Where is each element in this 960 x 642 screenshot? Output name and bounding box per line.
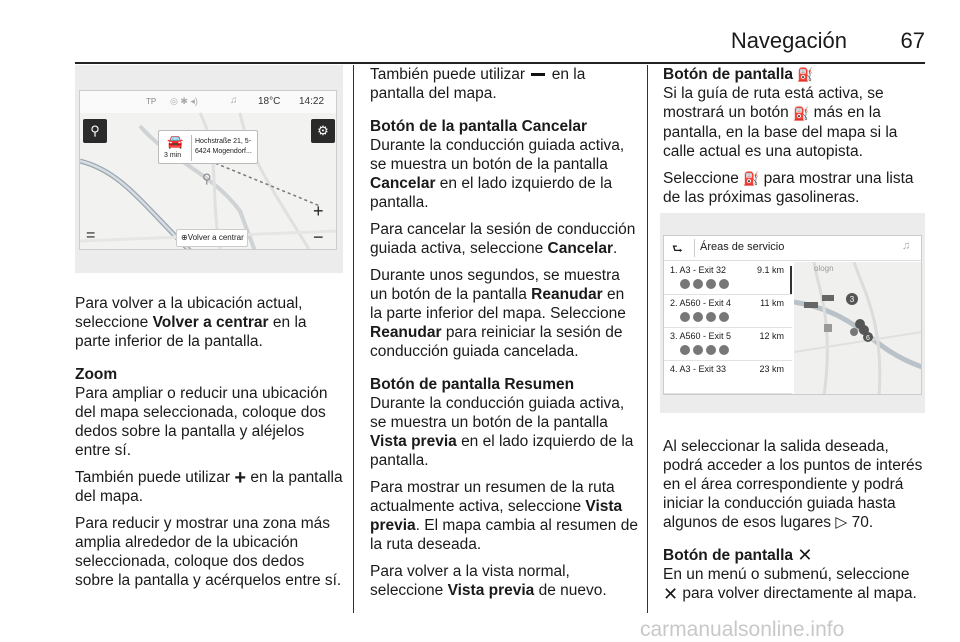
recenter-label: Volver a centrar bbox=[187, 233, 244, 242]
header-rule bbox=[75, 62, 925, 64]
music-icon: ♫ bbox=[902, 240, 911, 252]
amenity-icon bbox=[719, 279, 729, 289]
amenity-icon bbox=[719, 345, 729, 355]
summary-paragraph-1: Durante la conducción guiada activa, se muestra un botón de la pantalla Vista previa en el lado izquierdo de la pantalla. bbox=[370, 395, 634, 469]
exit-distance: 23 km bbox=[759, 364, 784, 374]
exit-name: 4. A3 - Exit 33 bbox=[670, 364, 727, 374]
zoom-paragraph: Para ampliar o reducir una ubicación del mapa seleccionada, coloque dos dedos sobre la pantalla y aléjelos entre sí. bbox=[75, 385, 328, 459]
svg-text:6: 6 bbox=[866, 335, 870, 342]
status-time: 14:22 bbox=[299, 96, 325, 107]
location-pin-icon: ⚲ bbox=[202, 171, 212, 186]
status-tp: TP bbox=[146, 97, 157, 106]
services-map bbox=[794, 262, 922, 395]
exit-list-item[interactable] bbox=[664, 295, 792, 328]
summary-heading: Botón de pantalla Resumen bbox=[370, 376, 575, 393]
recenter-term: Volver a centrar bbox=[152, 314, 269, 331]
recenter-paragraph: Para volver a la ubicación actual, seleccione Volver a centrar en la parte inferior de la pantalla. bbox=[75, 295, 307, 350]
route-address-line2: 6424 Mogendorf... bbox=[195, 148, 252, 155]
fuel-pump-icon: ⛽ bbox=[797, 67, 814, 83]
status-icons: ◎ ✱ ◂) bbox=[170, 96, 198, 106]
amenity-icon bbox=[693, 312, 703, 322]
close-heading: Botón de pantalla ✕ bbox=[663, 545, 813, 566]
close-icon: ✕ bbox=[663, 583, 679, 604]
status-temperature: 18°C bbox=[258, 96, 281, 107]
amenity-icon bbox=[680, 345, 690, 355]
settings-button[interactable] bbox=[311, 119, 335, 143]
close-paragraph: En un menú o submenú, seleccione ✕ para volver directamente al mapa. bbox=[663, 566, 917, 604]
page-ref-icon: ▷ bbox=[835, 514, 848, 531]
amenity-icon bbox=[680, 279, 690, 289]
fuel-paragraph-1: Si la guía de ruta está activa, se mostrará un botón ⛽ más en la pantalla, en la base del mapa si la calle actual es una autopista. bbox=[663, 85, 898, 160]
plus-paragraph: También puede utilizar + en la pantalla del mapa. bbox=[75, 466, 343, 505]
exit-paragraph: Al seleccionar la salida deseada, podrá acceder a los puntos de interés en el área correspondiente y podrá iniciar la conducción guiada hasta algunos de esos lugares ▷ 70. bbox=[663, 438, 923, 531]
page-header bbox=[75, 22, 925, 62]
cancel-heading: Botón de la pantalla Cancelar bbox=[370, 118, 588, 135]
column-3-bottom bbox=[663, 437, 925, 612]
amenity-icons bbox=[680, 312, 729, 322]
recenter-icon: ⊕ bbox=[181, 233, 188, 242]
recenter-button[interactable] bbox=[176, 229, 248, 247]
column-1 bbox=[75, 294, 343, 598]
column-2 bbox=[370, 65, 638, 608]
title-separator bbox=[694, 239, 695, 257]
reduce-paragraph: Para reducir y mostrar una zona más amplia alrededor de la ubicación seleccionada, coloque dos dedos sobre la pantalla y acérquelos entre sí. bbox=[75, 515, 342, 589]
exit-list-item[interactable] bbox=[664, 262, 792, 295]
exit-list-item[interactable] bbox=[664, 328, 792, 361]
page-number: 67 bbox=[900, 28, 925, 53]
exit-distance: 11 km bbox=[760, 298, 784, 308]
car-icon: 🚘 bbox=[167, 134, 184, 149]
amenity-icon bbox=[706, 312, 716, 322]
back-arrow-icon[interactable]: ⮑ bbox=[672, 242, 683, 256]
route-info-card[interactable] bbox=[158, 130, 258, 164]
amenity-icon bbox=[693, 345, 703, 355]
amenity-icon bbox=[693, 279, 703, 289]
gear-icon: ⚙ bbox=[317, 123, 329, 138]
page-title: Navegación bbox=[730, 28, 847, 53]
map-place-label: ologn bbox=[814, 264, 834, 273]
cancel-paragraph-1: Durante la conducción guiada activa, se muestra un botón de la pantalla Cancelar en el lado izquierdo de la pantalla. bbox=[370, 137, 625, 211]
fuel-pump-icon: ⛽ bbox=[793, 105, 810, 121]
summary-paragraph-2: Para mostrar un resumen de la ruta actualmente activa, seleccione Vista previa. El mapa cambia al resumen de la ruta deseada. bbox=[370, 479, 638, 553]
zoom-out-button[interactable]: − bbox=[313, 227, 324, 247]
exit-name: 3. A560 - Exit 5 bbox=[670, 331, 732, 341]
services-screen-figure bbox=[660, 213, 925, 413]
column-3-top bbox=[663, 65, 925, 215]
fuel-paragraph-2: Seleccione ⛽ para mostrar una lista de las próximas gasolineras. bbox=[663, 169, 914, 207]
list-scrollbar[interactable] bbox=[790, 266, 792, 294]
amenity-icons bbox=[680, 345, 729, 355]
menu-button[interactable]: = bbox=[86, 227, 96, 244]
route-address-line1: Hochstraße 21, 5- bbox=[195, 138, 252, 145]
zoom-heading: Zoom bbox=[75, 366, 118, 383]
amenity-icon bbox=[719, 312, 729, 322]
fuel-heading: Botón de pantalla ⛽ bbox=[663, 66, 814, 83]
map-screen-figure bbox=[75, 65, 343, 273]
services-title: Áreas de servicio bbox=[700, 241, 785, 253]
search-icon: ⚲ bbox=[90, 123, 100, 138]
card-separator bbox=[191, 135, 192, 161]
close-icon: ✕ bbox=[797, 545, 813, 566]
plus-icon: + bbox=[234, 466, 247, 489]
minus-icon bbox=[531, 73, 545, 76]
exit-name: 2. A560 - Exit 4 bbox=[670, 298, 732, 308]
amenity-icon bbox=[680, 312, 690, 322]
summary-paragraph-3: Para volver a la vista normal, seleccione Vista previa de nuevo. bbox=[370, 563, 607, 599]
search-button[interactable] bbox=[83, 119, 107, 143]
cancel-paragraph-3: Durante unos segundos, se muestra un botón de la pantalla Reanudar en la parte inferior del mapa. Seleccione Reanudar para reiniciar la sesión de conducción guiada cancelada. bbox=[370, 267, 626, 360]
amenity-icon bbox=[706, 279, 716, 289]
amenity-icons bbox=[680, 279, 729, 289]
amenity-icon bbox=[706, 345, 716, 355]
music-icon: ♫ bbox=[230, 95, 238, 106]
column-divider-1 bbox=[353, 65, 354, 613]
services-screen bbox=[663, 235, 922, 395]
exit-distance: 9.1 km bbox=[756, 265, 784, 275]
exit-distance: 12 km bbox=[759, 331, 784, 341]
map-screen bbox=[79, 90, 337, 250]
title-rule bbox=[664, 260, 922, 261]
column-divider-2 bbox=[647, 65, 648, 613]
svg-text:3: 3 bbox=[849, 295, 855, 304]
cancel-paragraph-2: Para cancelar la sesión de conducción guiada activa, seleccione Cancelar. bbox=[370, 221, 636, 257]
exit-list-item[interactable] bbox=[664, 361, 792, 394]
fuel-pump-icon: ⛽ bbox=[743, 171, 760, 187]
exit-list bbox=[664, 262, 792, 394]
minus-paragraph: También puede utilizar en la pantalla del mapa. bbox=[370, 66, 586, 102]
watermark: carmanualsonline.info bbox=[640, 618, 845, 641]
exit-name: 1. A3 - Exit 32 bbox=[670, 265, 727, 275]
route-time: 3 min bbox=[164, 152, 182, 159]
zoom-in-button[interactable]: + bbox=[313, 201, 324, 221]
